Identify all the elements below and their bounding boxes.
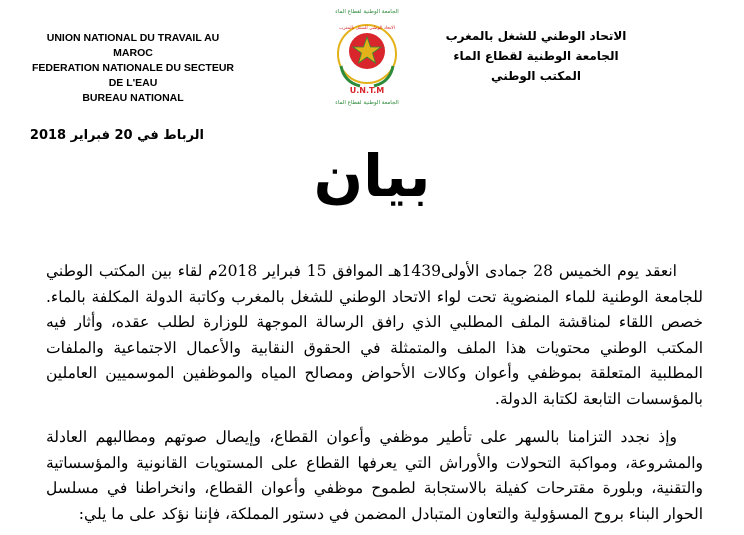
logo-abbreviation: U.N.T.M xyxy=(349,86,385,95)
logo-top-text: الجامعة الوطنية لقطاع الماء xyxy=(335,9,399,15)
bureau-name-ar: المكتب الوطني xyxy=(491,69,581,83)
date-line: الرباط في 20 فبراير 2018 xyxy=(29,128,204,143)
logo-arc-text: الاتحاد الوطني للشغل بالمغرب xyxy=(339,26,395,31)
untm-logo xyxy=(326,4,408,110)
statement-body xyxy=(46,259,703,527)
federation-name-ar: الجامعة الوطنية لقطاع الماء xyxy=(453,49,619,63)
federation-name-fr: FEDERATION NATIONALE DU SECTEUR DE L'EAU xyxy=(31,62,235,89)
bureau-name-fr: BUREAU NATIONAL xyxy=(82,92,184,104)
paragraph-2: وإذ نجدد التزامنا بالسهر على تأطير موظفي وأعوان القطاع، وإيصال صوتهم ومطالبهم العادلة والمشروعة، ومواكبة التحولات والأوراش التي يعرفها القطاع على المستويات القانونية والمؤسساتية والتقنية، وبلورة مقترحات كفيلة بالاستجابة لطموح موظفي وأعوان القطاع، وانخراطنا في مسلسل الحوار البناء بروح المسؤولية والتعاون المتبادل المضمن في دستور المملكة، فإننا نؤكد على ما يلي: xyxy=(46,428,703,523)
union-name-fr: UNION NATIONAL DU TRAVAIL AU MAROC xyxy=(46,32,220,59)
union-name-ar: الاتحاد الوطني للشغل بالمغرب xyxy=(445,29,627,43)
header-arabic-block xyxy=(436,26,636,86)
document-title: بيان xyxy=(313,142,431,210)
header-french-block xyxy=(28,31,238,106)
logo-bottom-text: الجامعة الوطنية لقطاع الماء xyxy=(335,100,399,106)
paragraph-1: انعقد يوم الخميس 28 جمادى الأولى1439هـ الموافق 15 فبراير 2018م لقاء بين المكتب الوطني للجامعة الوطنية للماء المنضوية تحت لواء الاتحاد الوطني للشغل بالمغرب وكاتبة الدولة المكلفة بالماء. خصص اللقاء لمناقشة الملف المطلبي الذي رافق الرسالة الموجهة للوزارة لطلب عقده، وأثار فيه المكتب الوطني محتويات هذا الملف والمتمثلة في الحقوق النقابية والأعمال الاجتماعية والملفات المطلبية المتعلقة بموظفي وأعوان وكالات الأحواض ومصالح المياه والموظفين الموسميين العاملين بالمؤسسات التابعة لكتابة الدولة. xyxy=(46,262,703,408)
